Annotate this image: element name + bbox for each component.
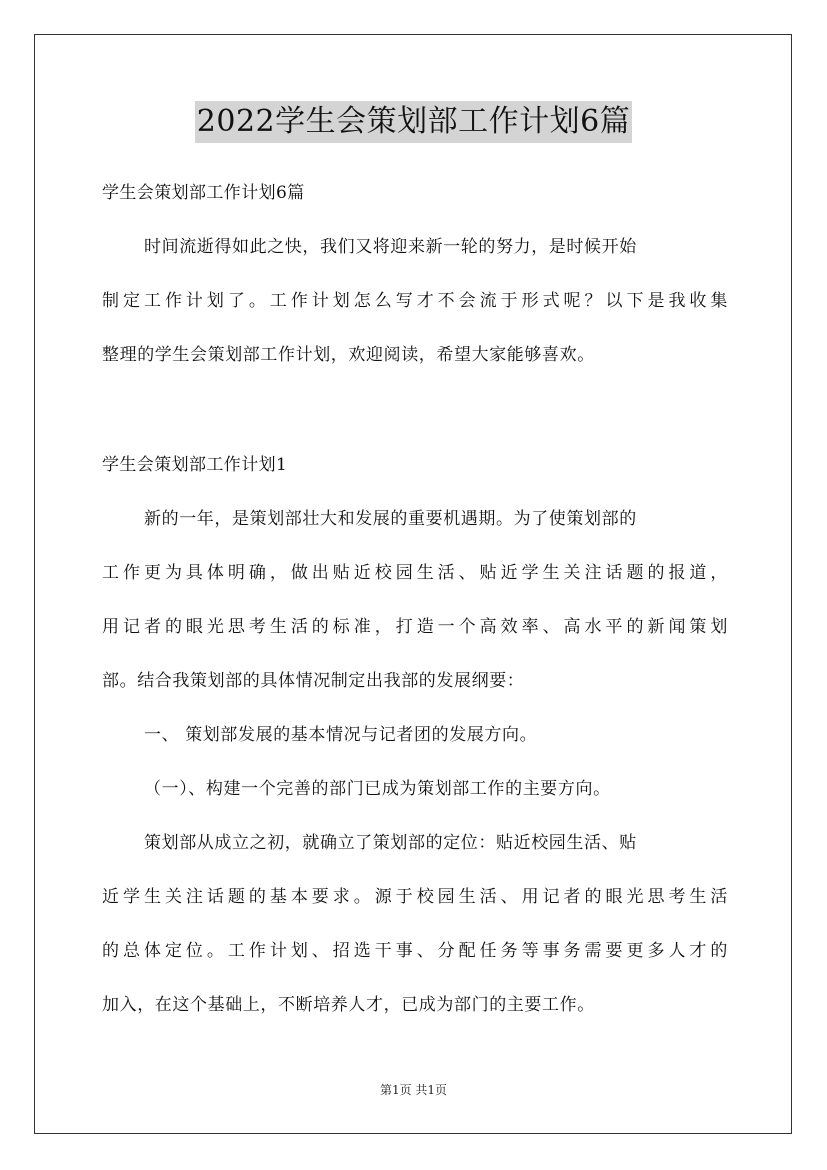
title-container [0,101,827,143]
sub-point: （一）、构建一个完善的部门已成为策划部工作的主要方向。 [144,779,611,799]
document-title: 2022学生会策划部工作计划6篇 [195,101,632,143]
document-subtitle: 学生会策划部工作计划6篇 [102,183,305,203]
section-heading: 学生会策划部工作计划1 [102,455,288,475]
point-one: 一、 策划部发展的基本情况与记者团的发展方向。 [144,725,538,745]
intro-line-1: 时间流逝得如此之快，我们又将迎来新一轮的努力，是时候开始 [144,237,637,257]
page-footer: 第1页 共1页 [379,1083,448,1097]
intro-line-2: 制定工作计划了。工作计划怎么写才不会流于形式呢？以下是我收集 [102,291,728,311]
intro-line-3: 整理的学生会策划部工作计划，欢迎阅读，希望大家能够喜欢。 [102,345,595,365]
para1-line-3: 用记者的眼光思考生活的标准，打造一个高效率、高水平的新闻策划 [102,617,728,637]
para1-line-2: 工作更为具体明确，做出贴近校园生活、贴近学生关注话题的报道， [102,563,728,583]
para1-line-4: 部。结合我策划部的具体情况制定出我部的发展纲要： [102,671,525,691]
para2-line-1: 策划部从成立之初，就确立了策划部的定位：贴近校园生活、贴 [144,833,637,853]
para2-line-4: 加入，在这个基础上，不断培养人才，已成为部门的主要工作。 [102,995,595,1015]
para1-line-1: 新的一年，是策划部壮大和发展的重要机遇期。为了使策划部的 [144,509,637,529]
para2-line-2: 近学生关注话题的基本要求。源于校园生活、用记者的眼光思考生活 [102,887,728,907]
para2-line-3: 的总体定位。工作计划、招选干事、分配任务等事务需要更多人才的 [102,941,728,961]
